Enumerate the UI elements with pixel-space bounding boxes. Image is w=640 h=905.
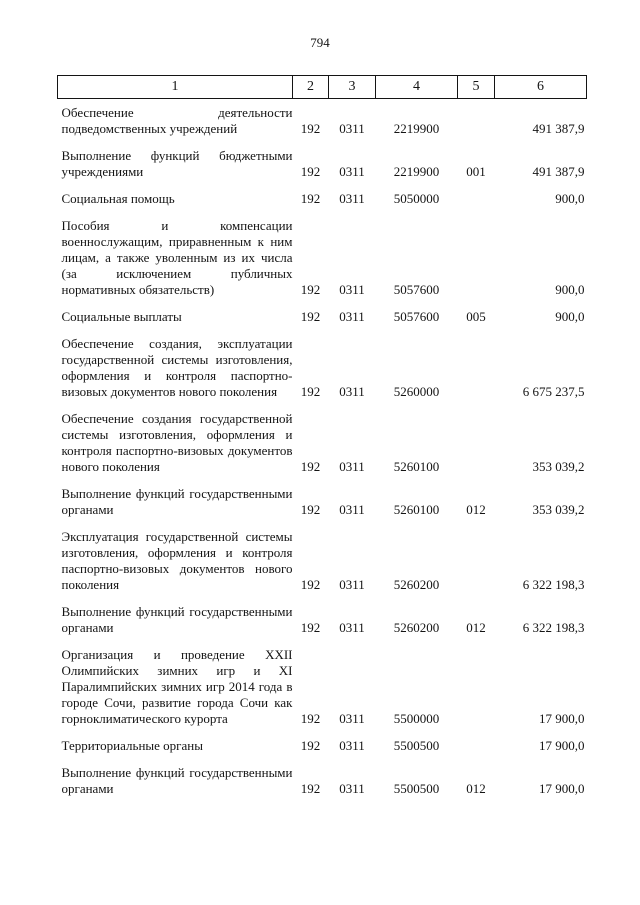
row-expense-type-code <box>458 738 495 765</box>
column-header: 1 <box>58 76 293 99</box>
table-row <box>58 647 587 738</box>
column-header: 2 <box>293 76 329 99</box>
budget-table <box>57 75 587 808</box>
row-ministry-code: 192 <box>300 738 321 753</box>
row-description: Социальные выплаты <box>61 309 182 324</box>
row-ministry-code: 192 <box>300 384 321 399</box>
row-target-code: 5260200 <box>393 577 440 592</box>
row-ministry-code: 192 <box>300 459 321 474</box>
row-section-code: 0311 <box>339 781 365 796</box>
row-section-code: 0311 <box>339 620 365 635</box>
row-amount: 17 900,0 <box>539 711 585 726</box>
row-ministry-code: 192 <box>300 781 321 796</box>
column-header: 4 <box>376 76 458 99</box>
row-ministry-code: 192 <box>300 164 321 179</box>
row-section-code: 0311 <box>339 577 365 592</box>
row-description: Социальная помощь <box>61 191 175 206</box>
row-target-code: 5500500 <box>393 738 440 753</box>
row-amount: 17 900,0 <box>539 738 585 753</box>
row-expense-type-code <box>458 529 495 604</box>
row-ministry-code: 192 <box>300 711 321 726</box>
row-expense-type-code <box>458 99 495 149</box>
row-amount: 6 322 198,3 <box>522 620 585 635</box>
row-ministry-code: 192 <box>300 191 321 206</box>
row-description: Обеспечение деятельности подведомственных учреждений <box>61 105 293 136</box>
row-expense-type-code <box>458 647 495 738</box>
row-target-code: 2219900 <box>393 164 440 179</box>
row-description: Выполнение функций государственными органами <box>61 486 293 517</box>
table-row <box>58 336 587 411</box>
row-description: Эксплуатация государственной системы изготовления, оформления и контроля паспортно-визовых документов нового поколения <box>61 529 293 592</box>
row-description: Организация и проведение XXII Олимпийских зимних игр и XI Паралимпийских зимних игр 2014 года в городе Сочи, развитие города Сочи как горноклиматического курорта <box>61 647 293 726</box>
table-row <box>58 738 587 765</box>
row-expense-type-code: 005 <box>466 309 486 324</box>
row-target-code: 5260000 <box>393 384 440 399</box>
row-section-code: 0311 <box>339 459 365 474</box>
row-expense-type-code: 001 <box>466 164 486 179</box>
row-section-code: 0311 <box>339 502 365 517</box>
row-target-code: 5057600 <box>393 282 440 297</box>
row-amount: 17 900,0 <box>539 781 585 796</box>
row-section-code: 0311 <box>339 121 365 136</box>
row-amount: 900,0 <box>555 282 585 297</box>
row-target-code: 5057600 <box>393 309 440 324</box>
table-row <box>58 309 587 336</box>
row-amount: 6 322 198,3 <box>522 577 585 592</box>
row-ministry-code: 192 <box>300 309 321 324</box>
row-expense-type-code <box>458 191 495 218</box>
column-header: 3 <box>329 76 376 99</box>
row-description: Обеспечение создания, эксплуатации государственной системы изготовления, оформления и контроля паспортно-визовых документов нового поколения <box>61 336 293 399</box>
row-description: Пособия и компенсации военнослужащим, приравненным к ним лицам, а также уволенным из их числа (за исключением публичных нормативных обязательств) <box>61 218 293 297</box>
row-target-code: 5260100 <box>393 502 440 517</box>
table-row <box>58 218 587 309</box>
row-ministry-code: 192 <box>300 282 321 297</box>
row-amount: 6 675 237,5 <box>522 384 585 399</box>
table-row <box>58 191 587 218</box>
table-row <box>58 486 587 529</box>
row-description: Территориальные органы <box>61 738 203 753</box>
table-header-row <box>58 76 587 99</box>
row-target-code: 2219900 <box>393 121 440 136</box>
row-expense-type-code: 012 <box>466 781 486 796</box>
table-row <box>58 411 587 486</box>
row-amount: 353 039,2 <box>532 459 585 474</box>
row-description: Выполнение функций государственными органами <box>61 765 293 796</box>
row-ministry-code: 192 <box>300 121 321 136</box>
row-ministry-code: 192 <box>300 577 321 592</box>
row-section-code: 0311 <box>339 191 365 206</box>
row-description: Выполнение функций государственными органами <box>61 604 293 635</box>
table-row <box>58 529 587 604</box>
row-section-code: 0311 <box>339 164 365 179</box>
row-expense-type-code: 012 <box>466 620 486 635</box>
column-header: 6 <box>495 76 587 99</box>
row-amount: 900,0 <box>555 191 585 206</box>
row-target-code: 5500500 <box>393 781 440 796</box>
row-ministry-code: 192 <box>300 502 321 517</box>
row-section-code: 0311 <box>339 282 365 297</box>
row-target-code: 5260100 <box>393 459 440 474</box>
row-section-code: 0311 <box>339 309 365 324</box>
row-target-code: 5050000 <box>393 191 440 206</box>
row-amount: 491 387,9 <box>532 164 585 179</box>
table-row <box>58 148 587 191</box>
row-description: Обеспечение создания государственной системы изготовления, оформления и контроля паспортно-визовых документов нового поколения <box>61 411 293 474</box>
row-expense-type-code <box>458 411 495 486</box>
table-row <box>58 99 587 149</box>
row-expense-type-code: 012 <box>466 502 486 517</box>
row-section-code: 0311 <box>339 384 365 399</box>
table-row <box>58 765 587 808</box>
row-description: Выполнение функций бюджетными учреждениями <box>61 148 293 179</box>
row-section-code: 0311 <box>339 711 365 726</box>
row-expense-type-code <box>458 218 495 309</box>
row-amount: 491 387,9 <box>532 121 585 136</box>
row-amount: 353 039,2 <box>532 502 585 517</box>
row-expense-type-code <box>458 336 495 411</box>
row-ministry-code: 192 <box>300 620 321 635</box>
table-row <box>58 604 587 647</box>
row-amount: 900,0 <box>555 309 585 324</box>
row-section-code: 0311 <box>339 738 365 753</box>
row-target-code: 5260200 <box>393 620 440 635</box>
page-number: 794 <box>310 35 330 50</box>
row-target-code: 5500000 <box>393 711 440 726</box>
column-header: 5 <box>458 76 495 99</box>
